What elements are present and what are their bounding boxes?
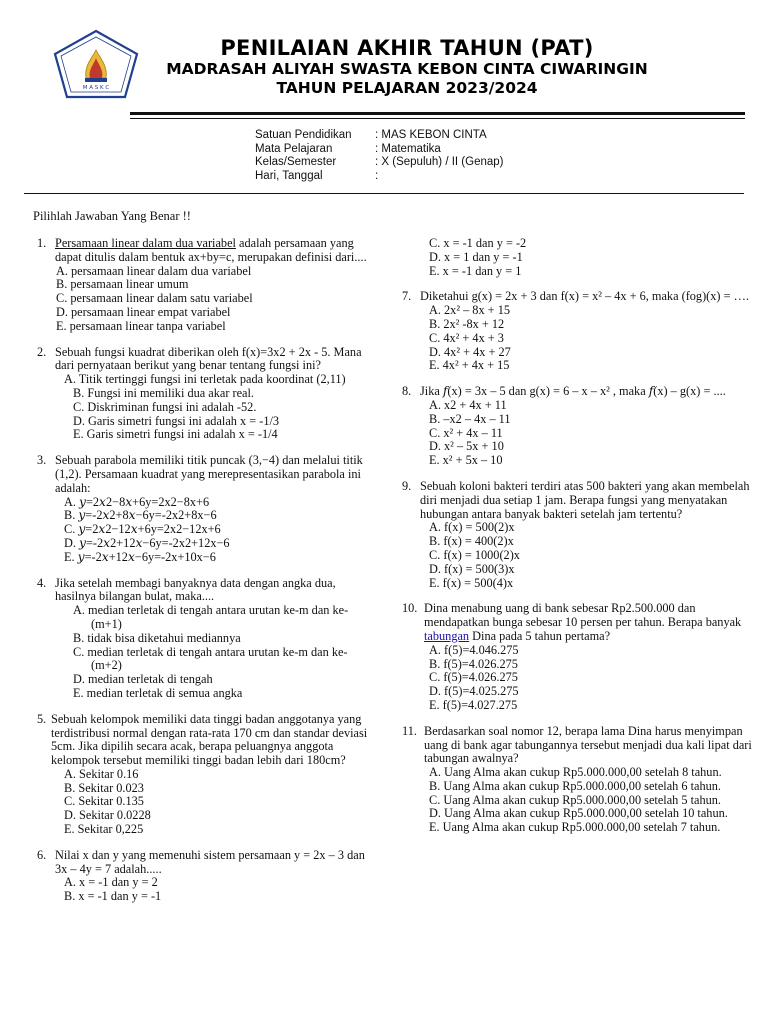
school-name: MADRASAH ALIYAH SWASTA KEBON CINTA CIWARINGIN bbox=[166, 60, 648, 78]
question-number: 8. bbox=[402, 384, 412, 399]
info-row bbox=[255, 170, 503, 184]
option: C. 4x² + 4x + 3 bbox=[429, 330, 504, 345]
option: E. x² + 5x – 10 bbox=[429, 453, 503, 468]
tabungan-link[interactable]: tabungan bbox=[424, 628, 470, 643]
instruction: Pilihlah Jawaban Yang Benar !! bbox=[33, 209, 191, 223]
info-label: Mata Pelajaran bbox=[255, 142, 333, 155]
option: D. 4x² + 4x + 27 bbox=[429, 344, 511, 359]
info-value: : Matematika bbox=[375, 142, 441, 155]
question-11 bbox=[402, 725, 752, 835]
option: C. Sekitar 0.135 bbox=[64, 794, 144, 809]
question-text bbox=[424, 602, 752, 643]
question-text: Jika setelah membagi banyaknya data dengan angka dua, hasilnya bilangan bulat, maka.... bbox=[55, 575, 336, 604]
header-divider-thin bbox=[130, 118, 745, 119]
option: C. f(5)=4.026.275 bbox=[429, 670, 518, 685]
option: C. Diskriminan fungsi ini adalah -52. bbox=[73, 399, 257, 414]
option: E. f(5)=4.027.275 bbox=[429, 697, 518, 712]
option: D. x = 1 dan y = -1 bbox=[429, 249, 523, 264]
question-text: Jika 𝑓(x) = 3x – 5 dan g(x) = 6 – x – x² , maka 𝑓(x) – g(x) = .... bbox=[420, 384, 726, 399]
info-value: : bbox=[375, 169, 379, 182]
info-row bbox=[255, 156, 503, 170]
option: D. persamaan linear empat variabel bbox=[56, 304, 231, 319]
option: E. f(x) = 500(4)x bbox=[429, 575, 514, 590]
info-label: Hari, Tanggal bbox=[255, 169, 323, 182]
question-number: 7. bbox=[402, 289, 412, 304]
left-column bbox=[37, 237, 377, 916]
option: B. Sekitar 0.023 bbox=[64, 780, 144, 795]
option: E. Garis simetri fungsi ini adalah x = -1/4 bbox=[73, 427, 278, 442]
option: D. x² – 5x + 10 bbox=[429, 439, 504, 454]
option: E. Uang Alma akan cukup Rp5.000.000,00 setelah 7 tahun. bbox=[429, 820, 721, 835]
info-label: Kelas/Semester bbox=[255, 156, 337, 169]
info-value: : X (Sepuluh) / II (Genap) bbox=[375, 156, 504, 169]
option: B. tidak bisa diketahui mediannya bbox=[73, 630, 241, 645]
question-text-after: Dina pada 5 tahun pertama? bbox=[469, 628, 611, 643]
option: B. Fungsi ini memiliki dua akar real. bbox=[73, 385, 255, 400]
option: A. 2x² – 8x + 15 bbox=[429, 303, 510, 318]
question-3 bbox=[37, 454, 377, 564]
option: B. f(5)=4.026.275 bbox=[429, 656, 518, 671]
option: A. median terletak di tengah antara urutan ke-m dan ke- (m+1) bbox=[73, 603, 349, 631]
question-text: Sebuah fungsi kuadrat diberikan oleh f(x)=3x2 + 2x - 5. Mana dari pernyataan berikut yang benar tentang fungsi ini? bbox=[55, 344, 362, 373]
question-number: 9. bbox=[402, 478, 412, 493]
option: E. Sekitar 0,225 bbox=[64, 822, 144, 837]
option: E. x = -1 dan y = 1 bbox=[429, 263, 522, 278]
question-6-continued bbox=[402, 237, 752, 278]
option: D. f(x) = 500(3)x bbox=[429, 561, 515, 576]
option: C. x = -1 dan y = -2 bbox=[429, 236, 527, 250]
info-divider bbox=[24, 193, 744, 194]
option: E. 𝑦=-2𝑥+12𝑥−6y=-2x+10x−6 bbox=[64, 549, 216, 564]
option: D. Uang Alma akan cukup Rp5.000.000,00 setelah 10 tahun. bbox=[429, 806, 728, 821]
question-number: 4. bbox=[37, 575, 47, 590]
options bbox=[37, 768, 377, 837]
option: B. Uang Alma akan cukup Rp5.000.000,00 setelah 6 tahun. bbox=[429, 778, 722, 793]
option: C. x² + 4x – 11 bbox=[429, 425, 503, 440]
option: B. 𝑦=-2𝑥2+8𝑥−6y=-2x2+8x−6 bbox=[64, 508, 217, 523]
option: E. median terletak di semua angka bbox=[73, 685, 243, 700]
question-text bbox=[55, 237, 377, 265]
underlined-term: Persamaan linear dalam dua variabel bbox=[55, 236, 236, 250]
option: A. Titik tertinggi fungsi ini terletak pada koordinat (2,11) bbox=[64, 372, 346, 387]
options bbox=[402, 766, 752, 835]
question-text: Diketahui g(x) = 2x + 3 dan f(x) = x² – 4x + 6, maka (fog)(x) = …. bbox=[420, 289, 749, 304]
option: B. f(x) = 400(2)x bbox=[429, 534, 514, 549]
option: A. x2 + 4x + 11 bbox=[429, 397, 507, 412]
options bbox=[37, 373, 377, 442]
option: C. median terletak di tengah antara urutan ke-m dan ke-(m+2) bbox=[73, 644, 348, 673]
option: C. Uang Alma akan cukup Rp5.000.000,00 setelah 5 tahun. bbox=[429, 792, 722, 807]
question-text-before: Dina menabung uang di bank sebesar Rp2.500.000 dan mendapatkan bunga sebesar 10 persen per tahun. Berapa banyak bbox=[424, 601, 742, 630]
question-2 bbox=[37, 346, 377, 443]
right-column bbox=[402, 237, 752, 847]
option: A. f(x) = 500(2)x bbox=[429, 520, 515, 535]
options bbox=[402, 399, 752, 468]
info-row bbox=[255, 129, 503, 143]
option: E. 4x² + 4x + 15 bbox=[429, 358, 510, 373]
question-text: Sebuah parabola memiliki titik puncak (3,−4) dan melalui titik (1,2). Persamaan kuadrat yang merepresentasikan parabola ini adalah: bbox=[55, 453, 363, 495]
option: E. persamaan linear tanpa variabel bbox=[56, 318, 226, 333]
options bbox=[37, 876, 377, 904]
question-9 bbox=[402, 480, 752, 590]
option: A. Uang Alma akan cukup Rp5.000.000,00 setelah 8 tahun. bbox=[429, 765, 722, 780]
logo-label: M A S K C bbox=[82, 85, 110, 91]
academic-year: TAHUN PELAJARAN 2023/2024 bbox=[276, 79, 538, 97]
info-value: : MAS KEBON CINTA bbox=[375, 129, 487, 141]
question-5 bbox=[37, 713, 377, 837]
question-number: 2. bbox=[37, 344, 47, 359]
info-label: Satuan Pendidikan bbox=[255, 129, 352, 141]
question-text: Sebuah koloni bakteri terdiri atas 500 bakteri yang akan membelah diri menjadi dua setiap 1 jam. Berapa fungsi yang menyatakan hubungan antara banyak bakteri setelah jam tertentu? bbox=[420, 478, 750, 521]
options bbox=[402, 644, 752, 713]
header-divider-thick bbox=[130, 112, 745, 115]
question-text-rest: adalah persamaan yang dapat ditulis dalam bentuk ax+by=c, merupakan definisi dari.... bbox=[55, 236, 367, 264]
option: B. x = -1 dan y = -1 bbox=[64, 889, 162, 904]
question-number: 10. bbox=[402, 601, 418, 616]
option: C. persamaan linear dalam satu variabel bbox=[56, 291, 253, 306]
question-10 bbox=[402, 602, 752, 712]
option: D. f(5)=4.025.275 bbox=[429, 684, 519, 699]
option: A. f(5)=4.046.275 bbox=[429, 642, 519, 657]
question-6 bbox=[37, 849, 377, 904]
question-number: 11. bbox=[402, 723, 417, 738]
options bbox=[37, 496, 377, 565]
option: D. Garis simetri fungsi ini adalah x = -1/3 bbox=[73, 413, 280, 428]
question-number: 5. bbox=[37, 711, 47, 726]
question-7 bbox=[402, 290, 752, 373]
question-text: Berdasarkan soal nomor 12, berapa lama Dina harus menyimpan uang di bank agar tabungannya tersebut menjadi dua kali lipat dari tabungan awalnya? bbox=[424, 723, 752, 766]
question-text: Nilai x dan y yang memenuhi sistem persamaan y = 2x – 3 dan 3x – 4y = 7 adalah..... bbox=[55, 847, 365, 876]
option: B. –x2 – 4x – 11 bbox=[429, 411, 511, 426]
info-row bbox=[255, 143, 503, 157]
exam-title: PENILAIAN AKHIR TAHUN (PAT) bbox=[220, 36, 594, 60]
option: A. persamaan linear dalam dua variabel bbox=[56, 263, 252, 278]
question-4 bbox=[37, 577, 377, 701]
question-number: 3. bbox=[37, 453, 47, 468]
question-1 bbox=[37, 237, 377, 334]
option: D. median terletak di tengah bbox=[73, 672, 213, 687]
question-number: 1. bbox=[37, 236, 47, 250]
option: A. 𝑦=2𝑥2−8𝑥+6y=2x2−8x+6 bbox=[64, 494, 210, 509]
option: A. x = -1 dan y = 2 bbox=[64, 875, 158, 890]
option: D. Sekitar 0.0228 bbox=[64, 808, 151, 823]
option: D. 𝑦=-2𝑥2+12𝑥−6y=-2x2+12x−6 bbox=[64, 535, 230, 550]
option: C. f(x) = 1000(2)x bbox=[429, 547, 520, 562]
options bbox=[402, 304, 752, 373]
option: B. 2x² -8x + 12 bbox=[429, 316, 505, 331]
exam-info-table bbox=[255, 129, 503, 183]
question-text: Sebuah kelompok memiliki data tinggi badan anggotanya yang terdistribusi normal dengan rata-rata 170 cm dan standar deviasi 5cm. Jika dipilih secara acak, berapa peluangnya anggota kelompok tersebut memiliki tinggi badan lebih dari 180cm? bbox=[51, 711, 368, 768]
option: B. persamaan linear umum bbox=[56, 277, 189, 292]
question-8 bbox=[402, 385, 752, 468]
options bbox=[37, 265, 377, 334]
question-number: 6. bbox=[37, 847, 47, 862]
option: C. 𝑦=2𝑥2−12𝑥+6y=2x2−12x+6 bbox=[64, 522, 221, 537]
option: A. Sekitar 0.16 bbox=[64, 766, 139, 781]
options bbox=[402, 521, 752, 590]
options bbox=[37, 604, 377, 701]
